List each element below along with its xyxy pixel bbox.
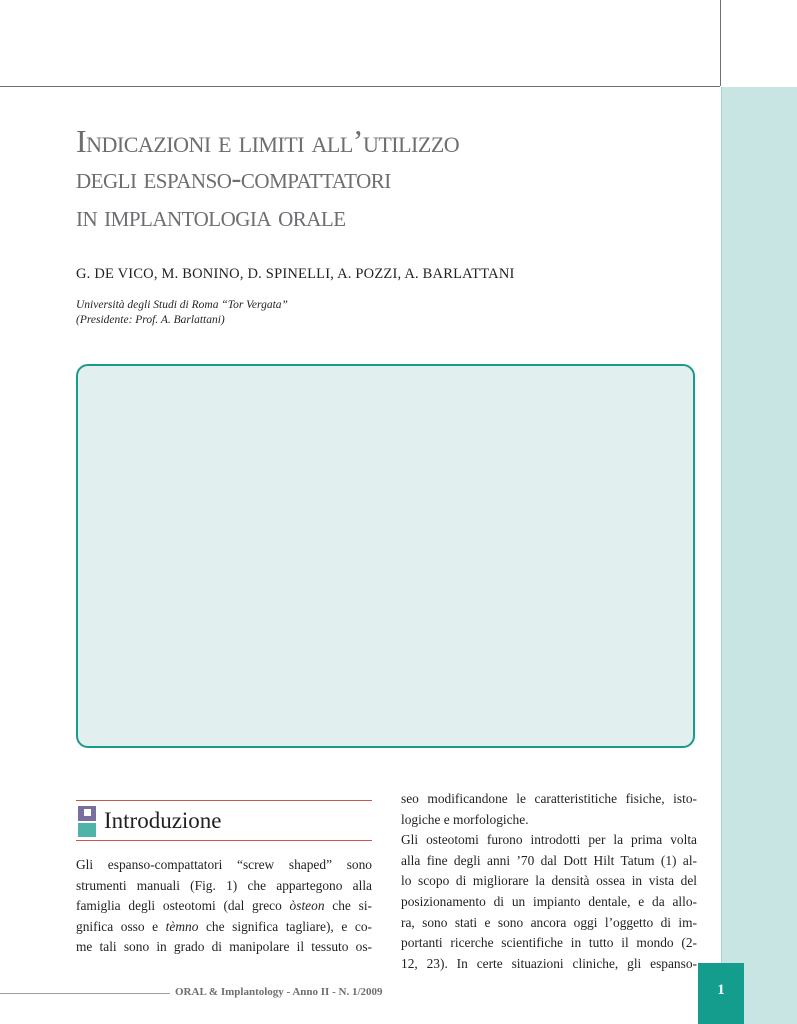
title-line-3: in implantologia orale [76,200,346,233]
header-rule [0,86,720,87]
body-line: 12, 23). In certe situazioni cliniche, gli espanso- [401,955,697,971]
body-line: seo modificandone le caratteristitiche fisiche, isto- [401,791,697,806]
affiliation-line-1: Università degli Studi di Roma “Tor Vergata” [76,299,288,311]
body-line: Gli espanso-compattatori “screw shaped” sono [76,857,372,872]
page-number: 1 [717,982,725,998]
article-title [76,122,716,236]
section-title: Introduzione [104,808,222,833]
section-rule-top [76,800,372,801]
body-line: me tali sono in grado di manipolare il tessuto os- [76,939,372,955]
body-line: posizionamento di un impianto dentale, e da allo- [401,893,697,909]
body-line: gnifica osso e tèmno che significa tagliare), e co- [76,918,372,934]
body-line: famiglia degli osteotomi (dal greco òsteon che si- [76,898,372,914]
author-list: G. DE VICO, M. BONINO, D. SPINELLI, A. POZZI, A. BARLATTANI [76,266,515,282]
affiliation [76,298,288,328]
section-icon [78,806,96,837]
body-line: Gli osteotomi furono introdotti per la prima volta [401,832,697,848]
header-divider [720,0,721,86]
section-rule-bottom [76,840,372,841]
body-line: portanti ricerche scientifiche in tutto il mondo (2- [401,935,697,951]
body-line: lo scopo di migliorare la densità ossea in vista del [401,873,697,889]
title-line-1: Indicazioni e limiti all’utilizzo [76,123,460,159]
body-line: alla fine degli anni ’70 dal Dott Hilt Tatum (1) al- [401,852,697,868]
title-line-2: degli espanso-compattatori [76,162,391,195]
body-column-left [76,855,372,958]
side-color-band [722,87,797,1024]
figure-placeholder-box [76,364,695,748]
body-column-right [401,789,697,974]
footer-rule [0,993,170,994]
body-line: ra, sono stati e sono ancora oggi l’oggetto di im- [401,914,697,930]
journal-footer: ORAL & Implantology - Anno II - N. 1/2009 [175,986,383,998]
affiliation-line-2: (Presidente: Prof. A. Barlattani) [76,314,225,326]
body-line: strumenti manuali (Fig. 1) che appartegono alla [76,877,372,893]
body-line: logiche e morfologiche. [401,811,529,827]
